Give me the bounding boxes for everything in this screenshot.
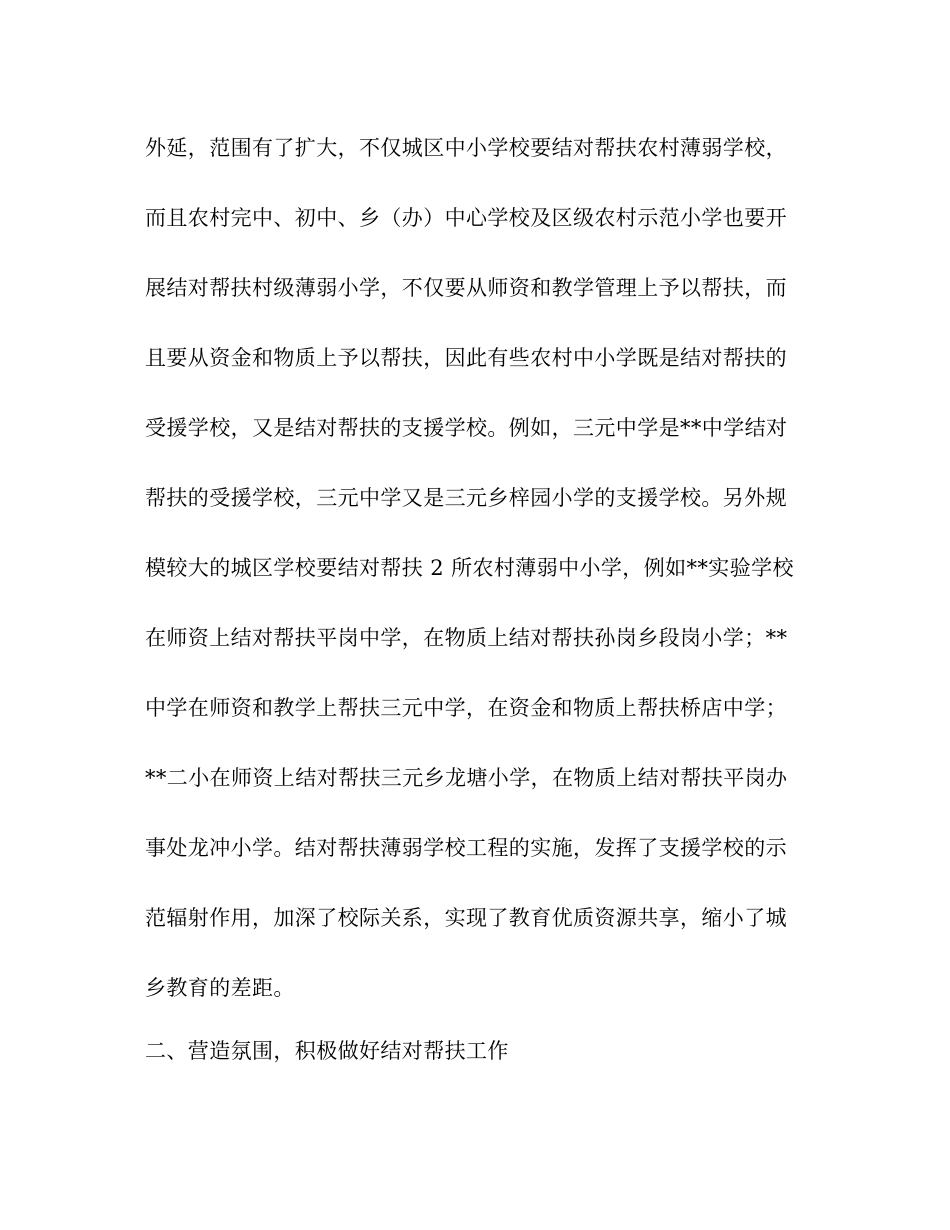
paragraph-line: 受援学校，又是结对帮扶的支援学校。例如，三元中学是**中学结对 — [145, 416, 788, 440]
paragraph-line: 帮扶的受援学校，三元中学又是三元乡梓园小学的支援学校。另外规 — [145, 486, 787, 510]
paragraph-line: 中学在师资和教学上帮扶三元中学，在资金和物质上帮扶桥店中学； — [145, 696, 787, 720]
paragraph-line: 模较大的城区学校要结对帮扶 2 所农村薄弱中小学，例如**实验学校 — [145, 556, 794, 580]
paragraph-line: **二小在师资上结对帮扶三元乡龙塘小学，在物质上结对帮扶平岗办 — [145, 766, 788, 790]
section-heading: 二、营造氛围，积极做好结对帮扶工作 — [145, 1039, 509, 1063]
paragraph-line: 展结对帮扶村级薄弱小学，不仅要从师资和教学管理上予以帮扶，而 — [145, 276, 787, 300]
paragraph-line: 且要从资金和物质上予以帮扶，因此有些农村中小学既是结对帮扶的 — [145, 346, 787, 370]
paragraph-line: 在师资上结对帮扶平岗中学，在物质上结对帮扶孙岗乡段岗小学；** — [145, 626, 788, 650]
paragraph-line: 而且农村完中、初中、乡（办）中心学校及区级农村示范小学也要开 — [145, 206, 787, 230]
paragraph-line: 范辐射作用，加深了校际关系，实现了教育优质资源共享，缩小了城 — [145, 906, 787, 930]
paragraph-line: 事处龙冲小学。结对帮扶薄弱学校工程的实施，发挥了支援学校的示 — [145, 836, 787, 860]
paragraph-line: 乡教育的差距。 — [145, 976, 295, 1000]
paragraph-line: 外延，范围有了扩大，不仅城区中小学校要结对帮扶农村薄弱学校， — [145, 136, 787, 160]
